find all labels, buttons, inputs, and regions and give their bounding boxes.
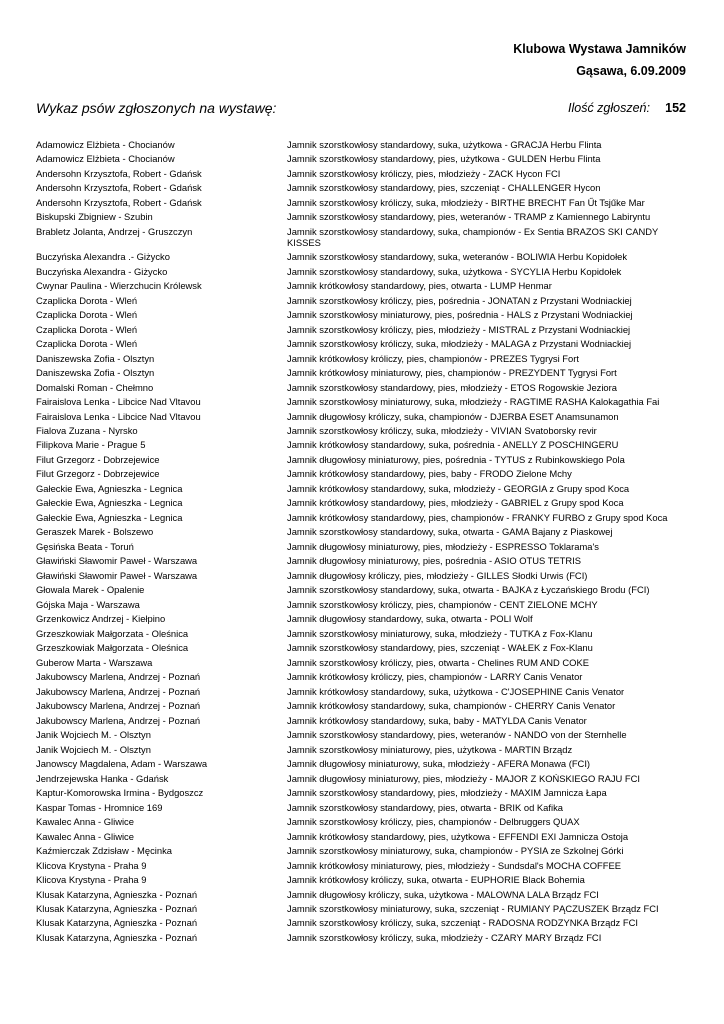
entry-owner: Andersohn Krzysztofa, Robert - Gdańsk	[36, 168, 202, 179]
entry-dog: Jamnik szorstkowłosy króliczy, pies, championów - Delbruggers QUAX	[287, 816, 580, 828]
list-item	[36, 397, 688, 411]
list-item	[36, 701, 688, 715]
entry-dog: Jamnik szorstkowłosy standardowy, suka, otwarta - BAJKA z Łyczańskiego Brodu (FCI)	[287, 584, 650, 596]
list-item	[36, 687, 688, 701]
entry-count-label: Ilość zgłoszeń:	[568, 101, 650, 115]
list-item	[36, 154, 688, 168]
list-item	[36, 498, 688, 512]
list-item	[36, 169, 688, 183]
entry-dog: Jamnik szorstkowłosy króliczy, pies, młodzieży - ZACK Hycon FCI	[287, 167, 561, 179]
entry-owner: Kaptur-Komorowska Irmina - Bydgoszcz	[36, 788, 204, 799]
entry-owner: Głowala Marek - Opalenie	[36, 585, 145, 596]
entry-dog: Jamnik krótkowłosy króliczy, pies, championów - LARRY Canis Venator	[287, 671, 583, 683]
entry-owner: Daniszewska Zofia - Olsztyn	[36, 368, 155, 379]
entry-dog: Jamnik długowłosy miniaturowy, pies, pośrednia - ASIO OTUS TETRIS	[287, 555, 582, 567]
entry-owner: Adamowicz Elżbieta - Chocianów	[36, 140, 175, 150]
entry-owner: Biskupski Zbigniew - Szubin	[36, 212, 153, 223]
entry-owner: Czaplicka Dorota - Wleń	[36, 310, 138, 321]
entry-dog: Jamnik szorstkowłosy standardowy, suka, użytkowa - GRACJA Herbu Flinta	[287, 139, 602, 150]
list-item	[36, 875, 688, 889]
entry-dog: Jamnik szorstkowłosy miniaturowy, pies, pośrednia - HALS z Przystani Wodniackiej	[287, 309, 633, 321]
entry-owner: Czaplicka Dorota - Wleń	[36, 295, 138, 306]
entry-owner: Kawalec Anna - Gliwice	[36, 831, 134, 842]
entry-owner: Gęsińska Beata - Toruń	[36, 541, 134, 552]
entry-owner: Grzeszkowiak Małgorzata - Oleśnica	[36, 628, 189, 639]
entry-dog: Jamnik długowłosy króliczy, suka, championów - DJERBA ESET Anamsunamon	[287, 410, 619, 422]
entry-dog: Jamnik krótkowłosy standardowy, pies, baby - FRODO Zielone Mchy	[287, 468, 572, 480]
list-item	[36, 716, 688, 730]
entry-owner: Gałeckie Ewa, Agnieszka - Legnica	[36, 483, 183, 494]
list-item	[36, 469, 688, 483]
entry-owner: Janik Wojciech M. - Olsztyn	[36, 730, 151, 741]
list-item	[36, 788, 688, 802]
entry-dog: Jamnik szorstkowłosy standardowy, pies, otwarta - BRIK od Kafika	[287, 801, 563, 813]
list-item	[36, 455, 688, 469]
list-item	[36, 252, 688, 266]
list-item	[36, 183, 688, 197]
entry-owner: Fialova Zuzana - Nyrsko	[36, 426, 138, 436]
entry-dog: Jamnik szorstkowłosy króliczy, pies, championów - CENT ZIELONE MCHY	[287, 598, 598, 610]
list-item	[36, 774, 688, 788]
entry-dog: Jamnik krótkowłosy króliczy, suka, otwarta - EUPHORIE Black Bohemia	[287, 874, 585, 886]
list-item	[36, 890, 688, 904]
list-item	[36, 614, 688, 628]
entry-dog: Jamnik długowłosy króliczy, pies, młodzieży - GILLES Słodki Urwis (FCI)	[287, 569, 588, 581]
list-item	[36, 918, 688, 932]
entry-dog: Jamnik krótkowłosy standardowy, suka, użytkowa - C'JOSEPHINE Canis Venator	[287, 685, 625, 697]
entry-dog: Jamnik szorstkowłosy standardowy, pies, weteranów - NANDO von der Sternhelle	[287, 729, 627, 741]
list-item	[36, 354, 688, 368]
entry-dog: Jamnik szorstkowłosy króliczy, suka, młodzieży - VIVIAN Svatoborsky revir	[287, 425, 597, 436]
entry-owner: Gójska Maja - Warszawa	[36, 599, 140, 610]
list-item	[36, 759, 688, 773]
entry-owner: Klicova Krystyna - Praha 9	[36, 875, 147, 886]
entry-dog: Jamnik szorstkowłosy króliczy, suka, młodzieży - CZARY MARY Brządz FCI	[287, 931, 602, 943]
entry-dog: Jamnik długowłosy miniaturowy, pies, młodzieży - MAJOR Z KOŃSKIEGO RAJU FCI	[287, 772, 641, 784]
list-item	[36, 803, 688, 817]
list-item	[36, 556, 688, 570]
list-item	[36, 846, 688, 860]
list-item	[36, 643, 688, 657]
list-item	[36, 600, 688, 614]
entry-dog: Jamnik szorstkowłosy króliczy, suka, młodzieży - MALAGA z Przystani Wodniackiej	[287, 338, 632, 350]
entry-dog: Jamnik krótkowłosy standardowy, pies, championów - FRANKY FURBO z Grupy spod Koca	[287, 511, 668, 523]
entry-owner: Filipkova Marie - Prague 5	[36, 440, 146, 451]
list-item	[36, 658, 688, 672]
entry-dog: Jamnik szorstkowłosy standardowy, pies, użytkowa - GULDEN Herbu Flinta	[287, 153, 601, 165]
entry-owner: Kaspar Tomas - Hromnice 169	[36, 802, 163, 813]
list-item	[36, 527, 688, 541]
entry-owner: Buczyńska Alexandra .- Giżycko	[36, 252, 170, 263]
entry-dog: Jamnik szorstkowłosy miniaturowy, pies, użytkowa - MARTIN Brządz	[287, 743, 573, 755]
entry-dog: Jamnik krótkowłosy standardowy, suka, baby - MATYLDA Canis Venator	[287, 714, 587, 726]
entry-dog: Jamnik szorstkowłosy standardowy, suka, championów - Ex Sentia BRAZOS SKI CANDY KISSES	[287, 225, 659, 248]
entry-dog: Jamnik krótkowłosy miniaturowy, pies, młodzieży - Sundsdal's MOCHA COFFEE	[287, 859, 622, 871]
entry-owner: Jendrzejewska Hanka - Gdańsk	[36, 773, 169, 784]
entry-dog: Jamnik szorstkowłosy standardowy, suka, użytkowa - SYCYLIA Herbu Kopidołek	[287, 265, 622, 277]
entry-dog: Jamnik długowłosy miniaturowy, pies, młodzieży - ESPRESSO Toklarama's	[287, 540, 599, 552]
entry-dog: Jamnik szorstkowłosy standardowy, pies, weteranów - TRAMP z Kamiennego Labiryntu	[287, 211, 651, 223]
list-item	[36, 440, 688, 454]
entry-dog: Jamnik szorstkowłosy miniaturowy, suka, szczeniąt - RUMIANY PĄCZUSZEK Brządz FCI	[287, 902, 659, 914]
show-title: Klubowa Wystawa Jamników	[513, 42, 686, 56]
entry-owner: Klicova Krystyna - Praha 9	[36, 860, 147, 871]
entry-dog: Jamnik krótkowłosy standardowy, suka, młodzieży - GEORGIA z Grupy spod Koca	[287, 482, 630, 494]
entry-owner: Jakubowscy Marlena, Andrzej - Poznań	[36, 701, 201, 712]
entry-owner: Kaźmierczak Zdzisław - Męcinka	[36, 846, 172, 857]
entry-dog: Jamnik szorstkowłosy miniaturowy, suka, młodzieży - RAGTIME RASHA Kalokagathia Fai	[287, 396, 660, 408]
list-item	[36, 542, 688, 556]
entry-owner: Adamowicz Elżbieta - Chocianów	[36, 154, 175, 165]
entry-dog: Jamnik szorstkowłosy standardowy, pies, młodzieży - MAXIM Jamnicza Łapa	[287, 787, 607, 799]
entry-dog: Jamnik krótkowłosy standardowy, pies, młodzieży - GABRIEL z Grupy spod Koca	[287, 497, 624, 509]
entry-owner: Gławiński Sławomir Paweł - Warszawa	[36, 570, 198, 581]
entry-owner: Filut Grzegorz - Dobrzejewice	[36, 454, 160, 465]
list-item	[36, 730, 688, 744]
list-item	[36, 383, 688, 397]
entry-dog: Jamnik szorstkowłosy króliczy, suka, szczeniąt - RADOSNA RODZYNKA Brządz FCI	[287, 917, 638, 929]
list-title: Wykaz psów zgłoszonych na wystawę:	[36, 100, 277, 116]
list-item	[36, 585, 688, 599]
entry-owner: Andersohn Krzysztofa, Robert - Gdańsk	[36, 183, 202, 194]
entry-owner: Gałeckie Ewa, Agnieszka - Legnica	[36, 498, 183, 509]
entry-dog: Jamnik krótkowłosy standardowy, pies, użytkowa - EFFENDI EXI Jamnicza Ostoja	[287, 830, 629, 842]
list-item	[36, 513, 688, 527]
list-item	[36, 339, 688, 353]
entry-dog: Jamnik krótkowłosy standardowy, suka, championów - CHERRY Canis Venator	[287, 700, 616, 712]
list-item	[36, 832, 688, 846]
list-item	[36, 325, 688, 339]
list-item	[36, 412, 688, 426]
entry-dog: Jamnik długowłosy króliczy, suka, użytkowa - MALOWNA LALA Brządz FCI	[287, 888, 599, 900]
entry-owner: Filut Grzegorz - Dobrzejewice	[36, 469, 160, 480]
entry-dog: Jamnik krótkowłosy standardowy, pies, otwarta - LUMP Henmar	[287, 280, 552, 292]
entry-owner: Czaplicka Dorota - Wleń	[36, 324, 138, 335]
entry-dog: Jamnik długowłosy miniaturowy, suka, młodzieży - AFERA Monawa (FCI)	[287, 758, 591, 770]
entry-owner: Daniszewska Zofia - Olsztyn	[36, 353, 155, 364]
list-item	[36, 368, 688, 382]
list-item	[36, 571, 688, 585]
entry-owner: Janowscy Magdalena, Adam - Warszawa	[36, 759, 208, 770]
list-item	[36, 484, 688, 498]
entry-dog: Jamnik szorstkowłosy króliczy, suka, młodzieży - BIRTHE BRECHT Fan Űt Tsjűke Mar	[287, 196, 645, 208]
entry-owner: Fairaislova Lenka - Libcice Nad Vltavou	[36, 411, 201, 422]
list-item	[36, 629, 688, 643]
entry-owner: Klusak Katarzyna, Agnieszka - Poznań	[36, 918, 198, 929]
entry-dog: Jamnik szorstkowłosy króliczy, pies, pośrednia - JONATAN z Przystani Wodniackiej	[287, 294, 632, 306]
list-item	[36, 296, 688, 310]
entry-owner: Andersohn Krzysztofa, Robert - Gdańsk	[36, 197, 202, 208]
list-item	[36, 672, 688, 686]
entry-owner: Gałeckie Ewa, Agnieszka - Legnica	[36, 512, 183, 523]
list-item	[36, 933, 688, 947]
entry-owner: Janik Wojciech M. - Olsztyn	[36, 744, 151, 755]
list-item	[36, 904, 688, 918]
list-item	[36, 745, 688, 759]
list-item	[36, 267, 688, 281]
entry-dog: Jamnik szorstkowłosy miniaturowy, suka, młodzieży - TUTKA z Fox-Klanu	[287, 627, 593, 639]
list-item	[36, 227, 688, 252]
entry-owner: Cwynar Paulina - Wierzchucin Królewsk	[36, 281, 202, 292]
entry-owner: Geraszek Marek - Bolszewo	[36, 527, 154, 538]
entry-owner: Jakubowscy Marlena, Andrzej - Poznań	[36, 715, 201, 726]
show-place-date: Gąsawa, 6.09.2009	[576, 64, 686, 78]
entry-dog: Jamnik długowłosy miniaturowy, pies, pośrednia - TYTUS z Rubinkowskiego Pola	[287, 453, 625, 465]
entry-dog: Jamnik szorstkowłosy miniaturowy, suka, championów - PYSIA ze Szkolnej Górki	[287, 845, 624, 857]
list-item	[36, 212, 688, 226]
entry-owner: Brabletz Jolanta, Andrzej - Gruszczyn	[36, 226, 193, 237]
entry-dog: Jamnik szorstkowłosy standardowy, suka, otwarta - GAMA Bajany z Piaskowej	[287, 526, 613, 538]
entry-owner: Domalski Roman - Chełmno	[36, 382, 154, 393]
entry-dog: Jamnik szorstkowłosy standardowy, pies, szczeniąt - WAŁEK z Fox-Klanu	[287, 642, 593, 654]
list-item	[36, 426, 688, 440]
entry-owner: Klusak Katarzyna, Agnieszka - Poznań	[36, 903, 198, 914]
entry-dog: Jamnik krótkowłosy standardowy, suka, pośrednia - ANELLY Z POSCHINGERU	[287, 439, 619, 451]
entry-count-value: 152	[665, 101, 686, 115]
entry-owner: Jakubowscy Marlena, Andrzej - Poznań	[36, 672, 201, 683]
list-item	[36, 140, 688, 154]
list-item	[36, 861, 688, 875]
list-item	[36, 281, 688, 295]
entry-owner: Buczyńska Alexandra - Giżycko	[36, 266, 168, 277]
entry-owner: Fairaislova Lenka - Libcice Nad Vltavou	[36, 397, 201, 408]
entry-dog: Jamnik krótkowłosy miniaturowy, pies, championów - PREZYDENT Tygrysi Fort	[287, 367, 617, 379]
entries-list	[36, 140, 688, 947]
entry-dog: Jamnik szorstkowłosy standardowy, suka, weteranów - BOLIWIA Herbu Kopidołek	[287, 251, 628, 263]
list-item	[36, 198, 688, 212]
entry-owner: Kawalec Anna - Gliwice	[36, 817, 134, 828]
entry-owner: Czaplicka Dorota - Wleń	[36, 339, 138, 350]
entry-owner: Grzeszkowiak Małgorzata - Oleśnica	[36, 643, 189, 654]
entry-owner: Klusak Katarzyna, Agnieszka - Poznań	[36, 889, 198, 900]
entry-dog: Jamnik szorstkowłosy standardowy, pies, szczeniąt - CHALLENGER Hycon	[287, 182, 601, 194]
entry-dog: Jamnik szorstkowłosy króliczy, pies, młodzieży - MISTRAL z Przystani Wodniackiej	[287, 323, 631, 335]
entry-owner: Jakubowscy Marlena, Andrzej - Poznań	[36, 686, 201, 697]
entry-owner: Grzenkowicz Andrzej - Kiełpino	[36, 614, 166, 625]
entry-owner: Guberow Marta - Warszawa	[36, 657, 153, 668]
entry-owner: Klusak Katarzyna, Agnieszka - Poznań	[36, 932, 198, 943]
entry-dog: Jamnik szorstkowłosy standardowy, pies, młodzieży - ETOS Rogowskie Jeziora	[287, 381, 617, 393]
entry-dog: Jamnik szorstkowłosy króliczy, pies, otwarta - Chelines RUM AND COKE	[287, 656, 589, 668]
entry-dog: Jamnik krótkowłosy króliczy, pies, championów - PREZES Tygrysi Fort	[287, 352, 579, 364]
entry-dog: Jamnik długowłosy standardowy, suka, otwarta - POLI Wolf	[287, 613, 533, 625]
list-item	[36, 310, 688, 324]
entry-owner: Gławiński Sławomir Paweł - Warszawa	[36, 556, 198, 567]
list-item	[36, 817, 688, 831]
